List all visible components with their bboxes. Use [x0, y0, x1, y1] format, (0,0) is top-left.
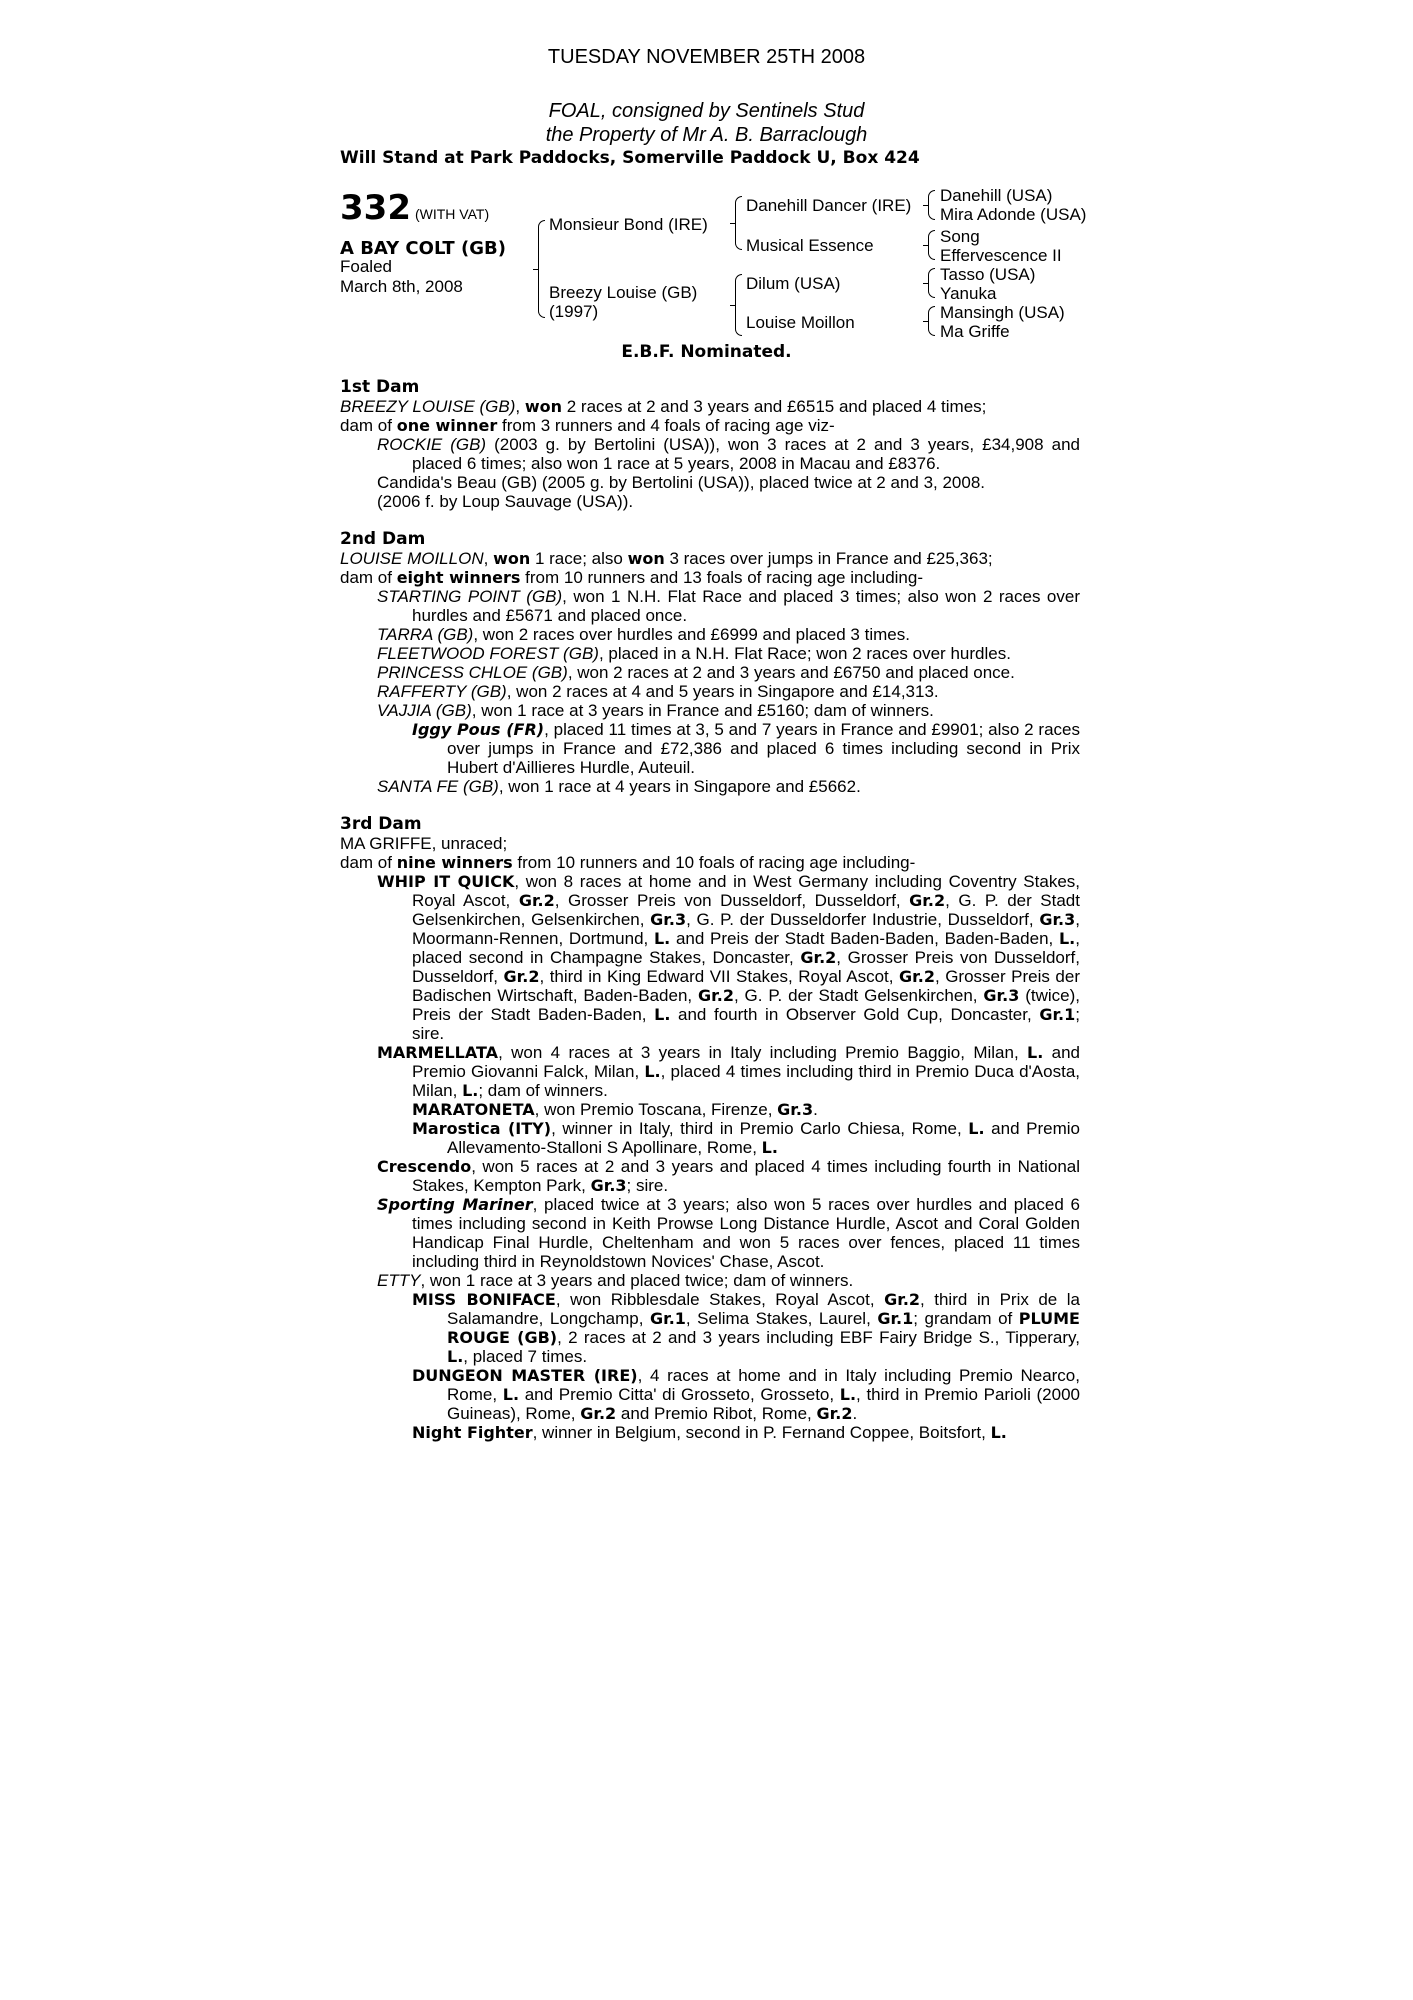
- stand-location: Will Stand at Park Paddocks, Somerville Paddock U, Box 424: [340, 148, 920, 168]
- produce-entry: ETTY, won 1 race at 3 years and placed twice; dam of winners.: [377, 1271, 854, 1290]
- vat-note: (WITH VAT): [414, 206, 490, 222]
- lot-description: A BAY COLT (GB): [340, 238, 506, 259]
- dam-produce-summary: dam of eight winners from 10 runners and 13 foals of racing age including-: [340, 568, 923, 587]
- ancestor-6: Yanuka: [940, 284, 997, 303]
- produce-entry: (2006 f. by Loup Sauvage (USA)).: [377, 492, 634, 511]
- ancestor-7: Mansingh (USA): [940, 303, 1065, 322]
- sire-name: Monsieur Bond (IRE): [549, 215, 708, 234]
- ebf-nomination: E.B.F. Nominated.: [621, 342, 792, 362]
- lot-number: 332: [340, 188, 411, 228]
- sale-date: TUESDAY NOVEMBER 25TH 2008: [547, 46, 866, 68]
- brace-g1: [928, 190, 935, 220]
- sire-dam: Musical Essence: [746, 236, 874, 255]
- produce-entry: ROCKIE (GB) (2003 g. by Bertolini (USA)), won 3 races at 2 and 3 years, £34,908 and placed 6 times; also won 1 race at 5 years, 2008 in Macau and £8376.: [377, 435, 1080, 473]
- dam-record: MA GRIFFE, unraced;: [340, 834, 508, 853]
- dam-produce-summary: dam of nine winners from 10 runners and 10 foals of racing age including-: [340, 853, 916, 872]
- produce-entry: Night Fighter, winner in Belgium, second in P. Fernand Coppee, Boitsfort, L.: [412, 1423, 1007, 1442]
- foaled-date: March 8th, 2008: [340, 277, 463, 296]
- foaled-info: [340, 257, 463, 297]
- produce-entry: Sporting Mariner, placed twice at 3 years; also won 5 races over hurdles and placed 6 times including second in Keith Prowse Long Distance Hurdle, Ascot and Coral Golden Handicap Final Hurdle, Cheltenham and won 5 races over fences, placed 11 times including third in Reynoldstown Novices' Chase, Ascot.: [377, 1195, 1080, 1271]
- produce-entry: PRINCESS CHLOE (GB), won 2 races at 2 and 3 years and £6750 and placed once.: [377, 663, 1015, 682]
- brace-foal: [538, 220, 545, 318]
- brace-g4: [928, 306, 935, 336]
- ancestor-2: Mira Adonde (USA): [940, 205, 1087, 224]
- produce-entry: MARMELLATA, won 4 races at 3 years in Italy including Premio Baggio, Milan, L. and Premio Giovanni Falck, Milan, L., placed 4 times including third in Premio Duca d'Aosta, Milan, L.; dam of winners.: [377, 1043, 1081, 1100]
- second-dam-section: [340, 530, 1080, 796]
- section-heading: 2nd Dam: [340, 529, 426, 549]
- produce-entry: TARRA (GB), won 2 races over hurdles and £6999 and placed 3 times.: [377, 625, 910, 644]
- produce-entry: RAFFERTY (GB), won 2 races at 4 and 5 years in Singapore and £14,313.: [377, 682, 939, 701]
- produce-entry: FLEETWOOD FOREST (GB), placed in a N.H. Flat Race; won 2 races over hurdles.: [377, 644, 1011, 663]
- dam-produce-summary: dam of one winner from 3 runners and 4 foals of racing age viz-: [340, 416, 835, 435]
- ancestor-5: Tasso (USA): [940, 265, 1036, 284]
- property-line: the Property of Mr A. B. Barraclough: [545, 124, 868, 146]
- lot-heading: [340, 188, 489, 228]
- ancestor-1: Danehill (USA): [940, 186, 1053, 205]
- dam-name: Breezy Louise (GB): [549, 283, 698, 302]
- produce-entry: STARTING POINT (GB), won 1 N.H. Flat Race and placed 3 times; also won 2 races over hurdles and £5671 and placed once.: [377, 587, 1080, 625]
- produce-entry: SANTA FE (GB), won 1 race at 4 years in Singapore and £5662.: [377, 777, 861, 796]
- brace-g3: [928, 268, 935, 298]
- produce-entry: Crescendo, won 5 races at 2 and 3 years and placed 4 times including fourth in National Stakes, Kempton Park, Gr.3; sire.: [377, 1157, 1080, 1195]
- produce-entry: VAJJIA (GB), won 1 race at 3 years in France and £5160; dam of winners.: [377, 701, 934, 720]
- produce-entry: MISS BONIFACE, won Ribblesdale Stakes, Royal Ascot, Gr.2, third in Prix de la Salamandre, Longchamp, Gr.1, Selima Stakes, Laurel, Gr.1; grandam of PLUME ROUGE (GB), 2 races at 2 and 3 years including EBF Fairy Bridge S., Tipperary, L., placed 7 times.: [412, 1290, 1081, 1366]
- dam-dam: Louise Moillon: [746, 313, 855, 332]
- brace-sire: [735, 196, 742, 250]
- ancestor-4: Effervescence II: [940, 246, 1062, 265]
- third-dam-section: [340, 815, 1080, 1442]
- foaled-label: Foaled: [340, 257, 392, 276]
- ancestor-3: Song: [940, 227, 980, 246]
- produce-entry: MARATONETA, won Premio Toscana, Firenze, Gr.3.: [412, 1100, 818, 1119]
- section-heading: 3rd Dam: [340, 814, 422, 834]
- brace-g2: [928, 230, 935, 260]
- ancestor-8: Ma Griffe: [940, 322, 1010, 341]
- first-dam-section: [340, 378, 1080, 511]
- dam-sire: Dilum (USA): [746, 274, 841, 293]
- consignment-line: FOAL, consigned by Sentinels Stud: [548, 100, 865, 122]
- produce-entry: Iggy Pous (FR), placed 11 times at 3, 5 and 7 years in France and £9901; also 2 races over jumps in France and £72,386 and placed 6 times including second in Prix Hubert d'Aillieres Hurdle, Auteuil.: [412, 720, 1081, 777]
- produce-entry: WHIP IT QUICK, won 8 races at home and in West Germany including Coventry Stakes, Royal Ascot, Gr.2, Grosser Preis von Dusseldorf, Dusseldorf, Gr.2, G. P. der Stadt Gelsenkirchen, Gelsenkirchen, Gr.3, G. P. der Dusseldorfer Industrie, Dusseldorf, Gr.3, Moormann-Rennen, Dortmund, L. and Preis der Stadt Baden-Baden, Baden-Baden, L., placed second in Champagne Stakes, Doncaster, Gr.2, Grosser Preis von Dusseldorf, Dusseldorf, Gr.2, third in King Edward VII Stakes, Royal Ascot, Gr.2, Grosser Preis der Badischen Wirtschaft, Baden-Baden, Gr.2, G. P. der Stadt Gelsenkirchen, Gr.3 (twice), Preis der Stadt Baden-Baden, L. and fourth in Observer Gold Cup, Doncaster, Gr.1; sire.: [377, 872, 1081, 1043]
- dam-year: (1997): [549, 302, 599, 321]
- produce-entry: Marostica (ITY), winner in Italy, third in Premio Carlo Chiesa, Rome, L. and Premio Allevamento-Stalloni S Apollinare, Rome, L.: [412, 1119, 1080, 1157]
- dam-record: BREEZY LOUISE (GB), won 2 races at 2 and 3 years and £6515 and placed 4 times;: [340, 397, 987, 416]
- produce-entry: DUNGEON MASTER (IRE), 4 races at home and in Italy including Premio Nearco, Rome, L. and Premio Citta' di Grosseto, Grosseto, L., third in Premio Parioli (2000 Guineas), Rome, Gr.2 and Premio Ribot, Rome, Gr.2.: [412, 1366, 1080, 1423]
- section-heading: 1st Dam: [340, 377, 420, 397]
- sire-sire: Danehill Dancer (IRE): [746, 196, 912, 215]
- brace-dam: [735, 274, 742, 336]
- produce-entry: Candida's Beau (GB) (2005 g. by Bertolini (USA)), placed twice at 2 and 3, 2008.: [377, 473, 986, 492]
- dam-record: LOUISE MOILLON, won 1 race; also won 3 races over jumps in France and £25,363;: [340, 549, 993, 568]
